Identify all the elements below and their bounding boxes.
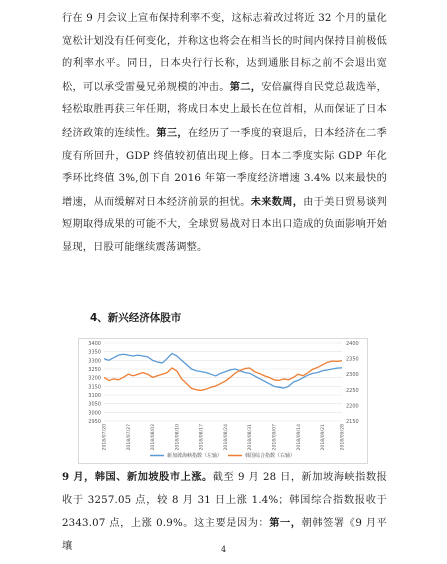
y-left-tick-label: 3050 [88, 401, 101, 408]
paragraph-text: 在经历了一季度的衰退后，日本经济在二季度有所回升，GDP 终值较初值出现上修。日本二季度实际 GDP 年化季环比终值 3%,创下自 2016 年第一季度经济增速 3.4% 以来最快的增速，从而缓解对日本经济前景的担忧。 [62, 127, 387, 208]
emphasis-lead: 9 月，韩国、新加坡股市上涨。 [62, 471, 213, 483]
y-left-tick-label: 3400 [88, 341, 101, 347]
x-tick-label: 2018/08/17 [199, 424, 205, 451]
paragraph-text: 行在 9 月会议上宣布保持利率不变，这标志着改过将近 32 个月的量化宽松计划没有任何变化，并称这也将会在相当长的时间内保持目前极低的利率水平。同日，日本央行行长称，达到通胀目标之前不会退出宽松，可以承受雷曼兄弟规模的冲击。 [62, 13, 387, 93]
x-tick-label: 2018/08/10 [175, 424, 181, 451]
y-left-tick-label: 3350 [88, 349, 101, 356]
y-right-tick-label: 2150 [346, 419, 359, 425]
x-tick-label: 2018/08/31 [248, 424, 254, 451]
y-left-tick-label: 3100 [88, 393, 101, 399]
x-tick-label: 2018/09/21 [321, 424, 327, 451]
legend-label: 新加坡海峡指数（左轴） [167, 453, 223, 459]
emphasis-second: 第二， [229, 80, 262, 93]
x-tick-label: 2018/09/28 [340, 424, 346, 451]
x-tick-label: 2018/09/07 [272, 424, 278, 451]
y-left-tick-label: 3250 [88, 367, 101, 373]
y-left-tick-label: 2950 [88, 419, 101, 425]
paragraph-text: 安倍赢得自民党总裁选举，轻松取胜再获三年任期，将成日本史上最长在位首相，从而保证了日本经济政策的连续性。 [62, 81, 388, 139]
body-paragraph-japan [62, 8, 387, 260]
x-tick-label: 2018/08/03 [151, 424, 157, 451]
paragraph-text: 截至 9 月 28 日，新加坡海峡指数报收于 3257.05 点，较 8 月 31 日上涨 1.4%；韩国综合指数报收于 2343.07 点，上涨 0.9%。这主要是因为： [62, 472, 387, 530]
stock-index-chart [78, 338, 368, 464]
emphasis-third: 第三， [156, 126, 188, 139]
y-left-tick-label: 3300 [88, 358, 101, 365]
x-tick-label: 2018/09/14 [296, 424, 302, 451]
y-left-tick-label: 3000 [88, 410, 101, 417]
section-title: 4、新兴经济体股市 [90, 312, 182, 324]
x-tick-label: 2018/08/24 [223, 424, 229, 451]
emphasis-coming-weeks: 未来数周， [250, 195, 304, 208]
y-left-tick-label: 3200 [88, 375, 101, 382]
x-tick-label: 2018/07/20 [102, 424, 108, 451]
page-number: 4 [220, 545, 227, 554]
paragraph-text: 朝韩签署《9 月平壤 [62, 518, 387, 552]
chart-svg [78, 338, 368, 464]
y-left-tick-label: 3150 [88, 384, 101, 391]
y-right-tick-label: 2200 [346, 403, 359, 410]
y-right-tick-label: 2350 [346, 356, 359, 363]
y-right-tick-label: 2300 [346, 372, 359, 379]
y-right-tick-label: 2400 [346, 341, 359, 347]
x-tick-label: 2018/07/27 [126, 424, 132, 451]
paragraph-text: 由于美日贸易谈判短期取得成果的可能不大，全球贸易战对日本出口造成的负面影响开始显现，日股可能继续震荡调整。 [62, 196, 387, 253]
y-right-tick-label: 2250 [346, 387, 359, 394]
legend-label: 韩国综合指数（右轴） [245, 453, 296, 459]
emphasis-first: 第一， [269, 517, 302, 530]
